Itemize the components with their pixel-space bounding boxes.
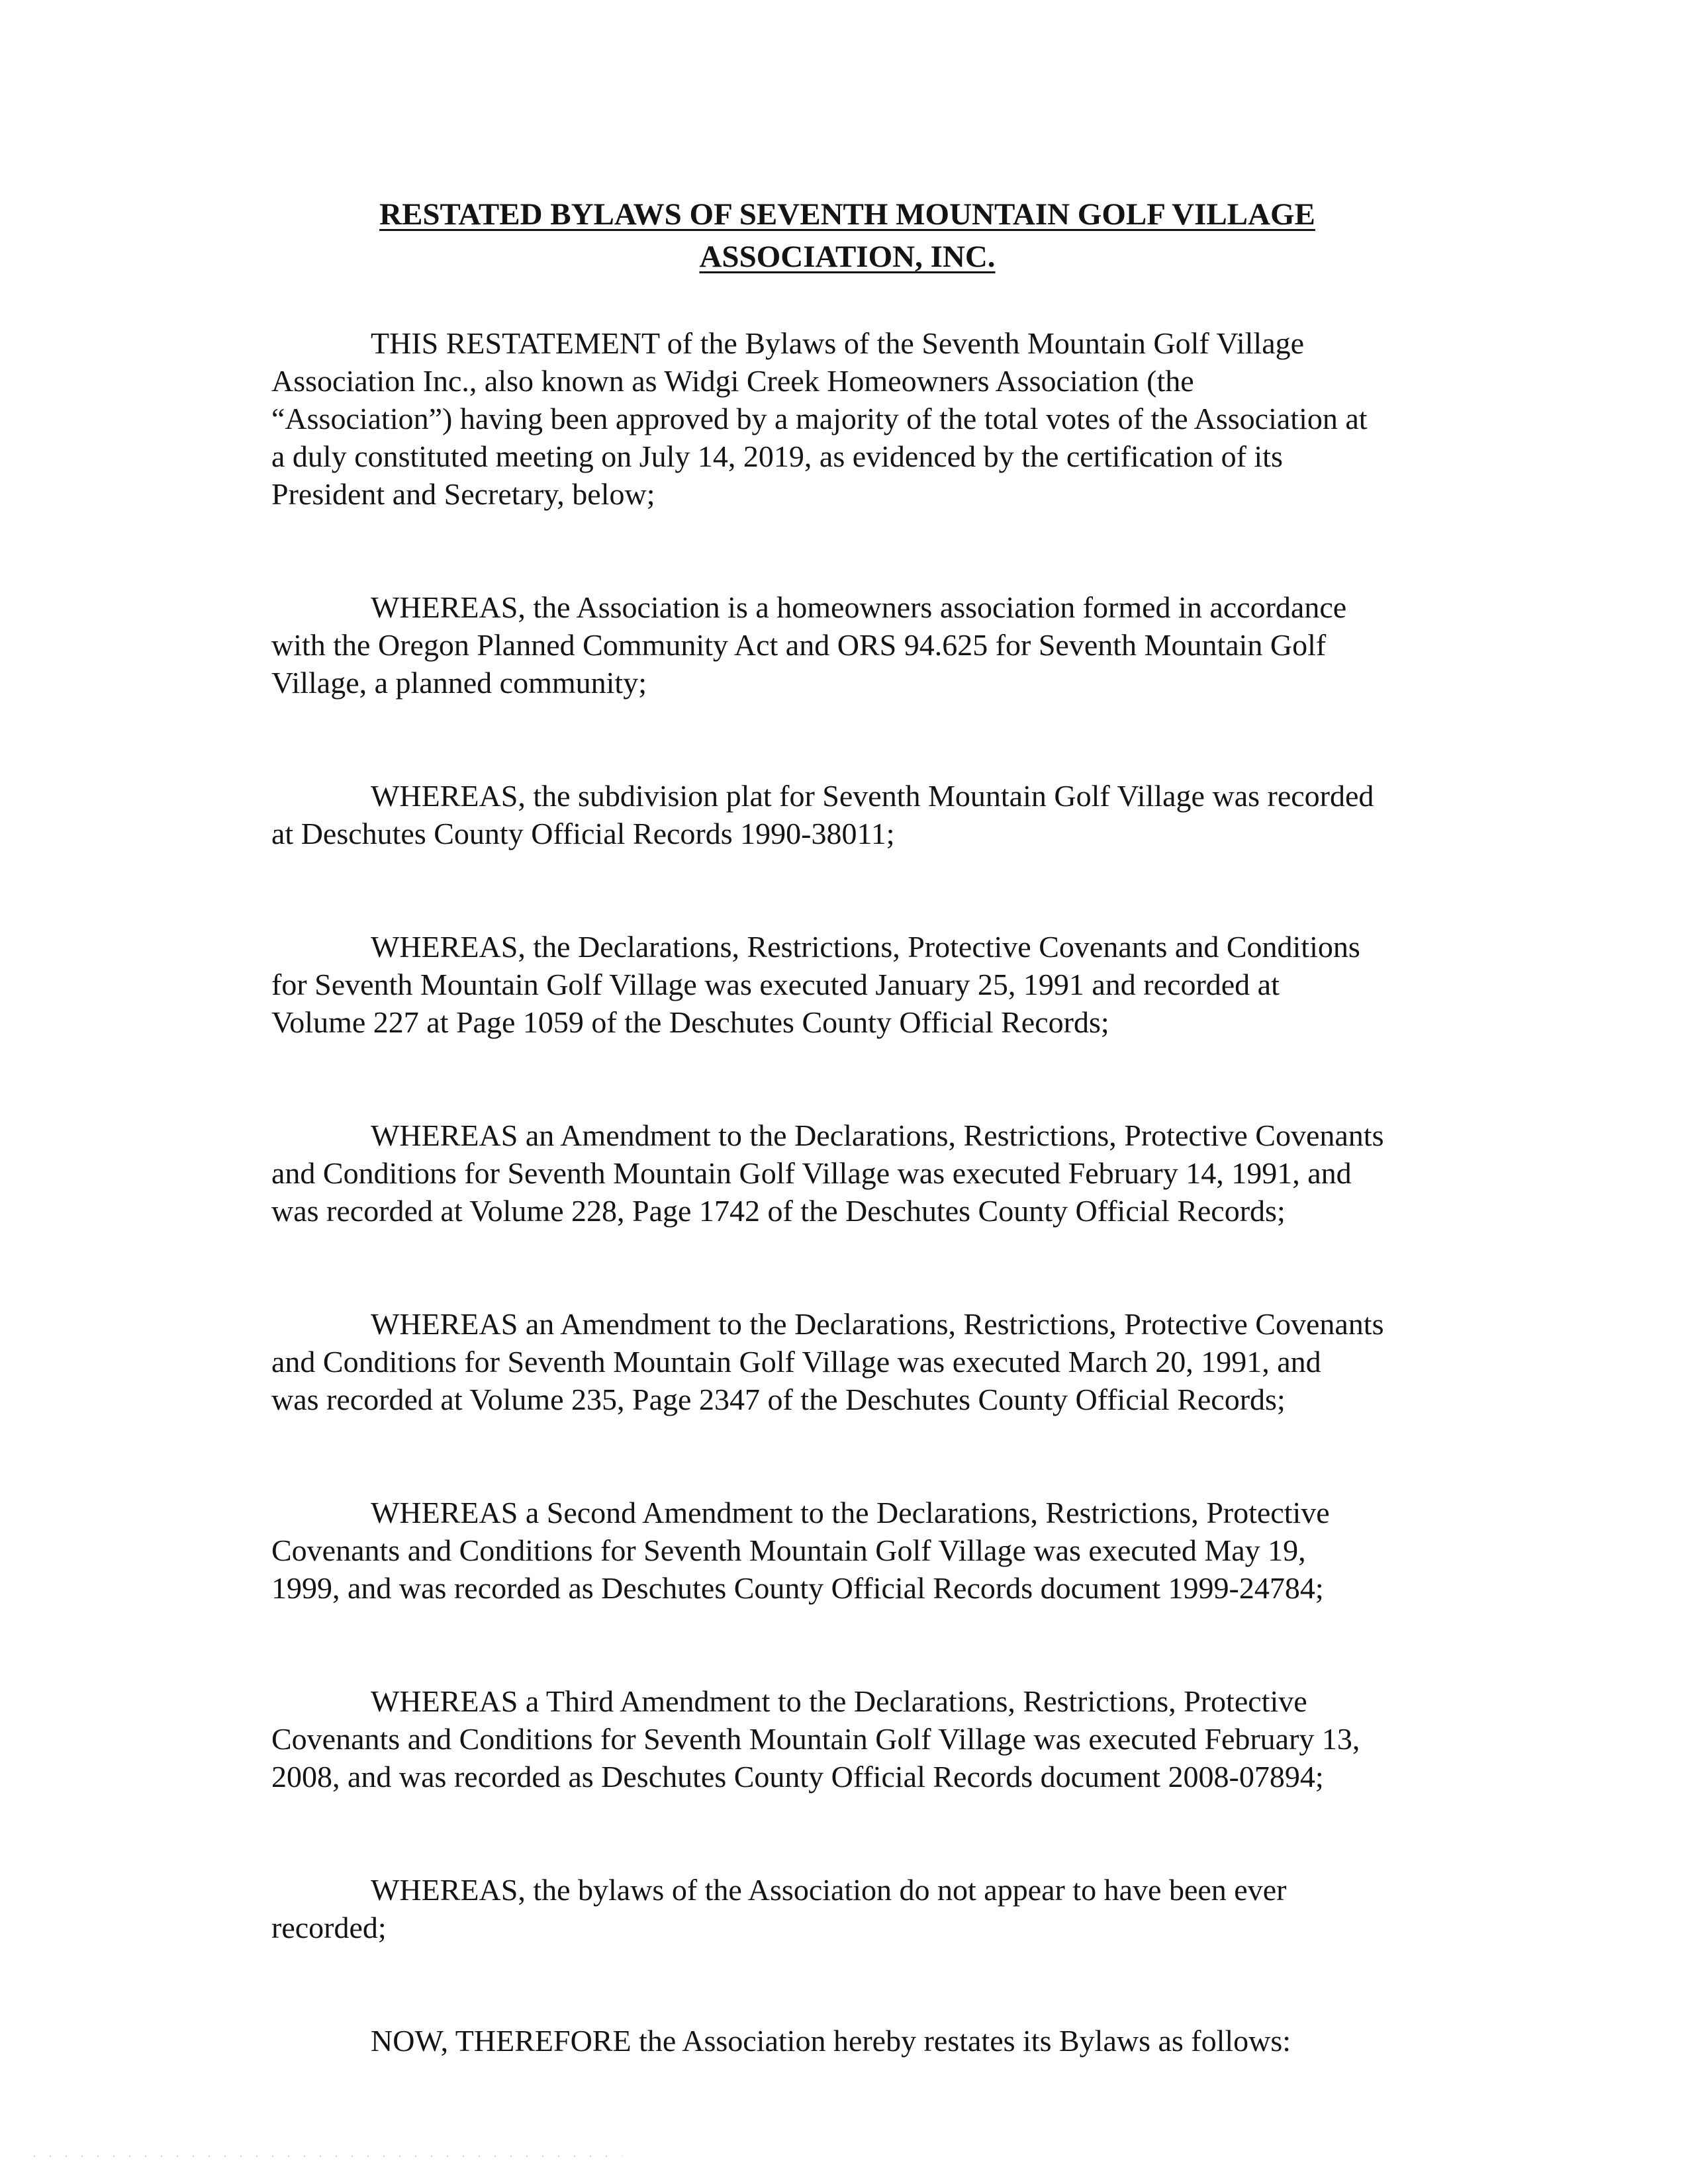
text-line: and Conditions for Seventh Mountain Golf Village was executed March 20, 1991, and xyxy=(271,1345,1321,1379)
text-line: and Conditions for Seventh Mountain Golf Village was executed February 14, 1991, and xyxy=(271,1156,1352,1190)
text-line: was recorded at Volume 228, Page 1742 of the Deschutes County Official Records; xyxy=(271,1194,1286,1228)
text-line: Covenants and Conditions for Seventh Mountain Golf Village was executed February 13, xyxy=(271,1722,1360,1756)
text-line: for Seventh Mountain Golf Village was executed January 25, 1991 and recorded at xyxy=(271,968,1280,1001)
text-line: WHEREAS, the bylaws of the Association do not appear to have been ever xyxy=(371,1873,1287,1907)
title-line-2: ASSOCIATION, INC. xyxy=(699,240,996,274)
title-line-1: RESTATED BYLAWS OF SEVENTH MOUNTAIN GOLF VILLAGE xyxy=(379,197,1315,232)
text-line: WHEREAS an Amendment to the Declarations, Restrictions, Protective Covenants xyxy=(371,1307,1384,1341)
text-line: WHEREAS, the Declarations, Restrictions, Protective Covenants and Conditions xyxy=(371,930,1360,964)
text-line: a duly constituted meeting on July 14, 2019, as evidenced by the certification of its xyxy=(271,439,1283,473)
text-line: 2008, and was recorded as Deschutes County Official Records document 2008-07894; xyxy=(271,1760,1324,1794)
text-line: “Association”) having been approved by a majority of the total votes of the Association at xyxy=(271,402,1368,435)
text-line: was recorded at Volume 235, Page 2347 of the Deschutes County Official Records; xyxy=(271,1383,1286,1416)
paragraph-whereas-second-amendment xyxy=(271,1494,1483,1607)
paragraph-whereas-amendment-feb-1991 xyxy=(271,1116,1483,1230)
text-line: with the Oregon Planned Community Act and ORS 94.625 for Seventh Mountain Golf xyxy=(271,628,1327,662)
text-line: THIS RESTATEMENT of the Bylaws of the Seventh Mountain Golf Village xyxy=(371,326,1305,360)
document-body xyxy=(271,324,1483,2135)
text-line: NOW, THEREFORE the Association hereby restates its Bylaws as follows: xyxy=(371,2024,1291,2058)
paragraph-whereas-plat xyxy=(271,777,1483,852)
text-line: recorded; xyxy=(271,1911,387,1944)
text-line: WHEREAS a Third Amendment to the Declarations, Restrictions, Protective xyxy=(371,1684,1307,1718)
text-line: at Deschutes County Official Records 1990-38011; xyxy=(271,817,895,850)
text-line: Covenants and Conditions for Seventh Mountain Golf Village was executed May 19, xyxy=(271,1533,1306,1567)
document-title xyxy=(278,193,1417,278)
paragraph-whereas-amendment-mar-1991 xyxy=(271,1305,1483,1418)
paragraph-whereas-declarations xyxy=(271,928,1483,1041)
text-line: WHEREAS, the Association is a homeowners association formed in accordance xyxy=(371,590,1347,624)
text-line: President and Secretary, below; xyxy=(271,477,655,511)
text-line: WHEREAS a Second Amendment to the Declarations, Restrictions, Protective xyxy=(371,1496,1330,1529)
text-line: Village, a planned community; xyxy=(271,666,647,700)
paragraph-whereas-bylaws-unrecorded xyxy=(271,1871,1483,1946)
paragraph-whereas-third-amendment xyxy=(271,1682,1483,1796)
text-line: Association Inc., also known as Widgi Creek Homeowners Association (the xyxy=(271,364,1194,398)
paragraph-whereas-hoa xyxy=(271,588,1483,702)
text-line: WHEREAS, the subdivision plat for Seventh Mountain Golf Village was recorded xyxy=(371,779,1374,813)
text-line: WHEREAS an Amendment to the Declarations, Restrictions, Protective Covenants xyxy=(371,1118,1384,1152)
text-line: Volume 227 at Page 1059 of the Deschutes County Official Records; xyxy=(271,1005,1109,1039)
scan-artifact-dots xyxy=(26,2154,622,2158)
paragraph-now-therefore xyxy=(271,2022,1483,2060)
paragraph-restatement xyxy=(271,324,1483,513)
text-line: 1999, and was recorded as Deschutes County Official Records document 1999-24784; xyxy=(271,1571,1324,1605)
